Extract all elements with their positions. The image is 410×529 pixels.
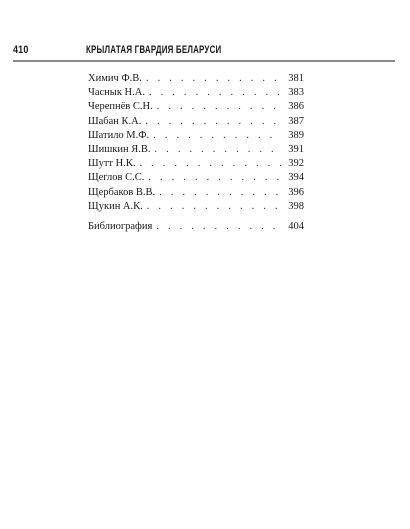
toc-entry xyxy=(88,115,304,129)
toc-entry-name: Шишкин Я.В. xyxy=(88,143,151,155)
toc-dot-leader xyxy=(159,186,282,200)
toc-entry xyxy=(88,157,304,171)
toc-entry-page: 398 xyxy=(288,200,304,212)
header-rule xyxy=(13,60,395,62)
running-title: КРЫЛАТАЯ ГВАРДИЯ БЕЛАРУСИ xyxy=(86,44,222,56)
toc-entry-name: Часнык Н.А. xyxy=(88,87,145,99)
toc-dot-leader xyxy=(145,115,282,129)
toc-entry-name: Шабан К.А. xyxy=(88,115,142,127)
page-number: 410 xyxy=(13,44,29,56)
toc-dot-leader xyxy=(147,200,282,214)
toc-entry xyxy=(88,86,304,100)
toc-entry xyxy=(88,186,304,200)
toc-entry-page: 392 xyxy=(288,158,304,170)
toc-entry xyxy=(88,171,304,185)
toc-entry xyxy=(88,100,304,114)
toc-dot-leader xyxy=(155,143,282,157)
toc-entry-page: 394 xyxy=(288,172,304,184)
toc-entry-page: 386 xyxy=(288,101,304,113)
toc-entry-name: Химич Ф.В. xyxy=(88,73,142,84)
toc-entry-page: 387 xyxy=(288,115,304,127)
toc-entry-bibliography xyxy=(88,220,304,234)
toc-entry xyxy=(88,200,304,214)
toc-entry-name: Библиография xyxy=(88,220,153,232)
toc-entry-name: Щербаков В.В. xyxy=(88,186,156,198)
toc-dot-leader xyxy=(157,100,282,114)
toc-entry-name: Черепнёв С.Н. xyxy=(88,101,153,113)
toc-entry-page: 383 xyxy=(288,87,304,99)
toc-dot-leader xyxy=(149,86,282,100)
toc-entry xyxy=(88,129,304,143)
toc-dot-leader xyxy=(148,171,282,185)
toc-dot-leader xyxy=(146,72,282,86)
toc-dot-leader xyxy=(153,129,282,143)
toc-entry-name: Шатило М.Ф. xyxy=(88,129,150,141)
toc-dot-leader xyxy=(139,157,282,171)
toc-entry xyxy=(88,72,304,86)
toc-entry-name: Шутт Н.К. xyxy=(88,158,136,170)
toc-entry-name: Щукин А.К. xyxy=(88,200,143,212)
toc-entry-page: 404 xyxy=(288,220,304,232)
toc-dot-leader xyxy=(156,220,282,234)
table-of-contents xyxy=(88,72,304,234)
toc-entry-page: 381 xyxy=(288,73,304,84)
toc-entry-name: Щеглов С.С. xyxy=(88,172,145,184)
page-header xyxy=(13,44,395,62)
toc-entry-page: 396 xyxy=(288,186,304,198)
toc-entry xyxy=(88,143,304,157)
toc-entry-page: 391 xyxy=(288,143,304,155)
toc-entry-page: 389 xyxy=(288,129,304,141)
